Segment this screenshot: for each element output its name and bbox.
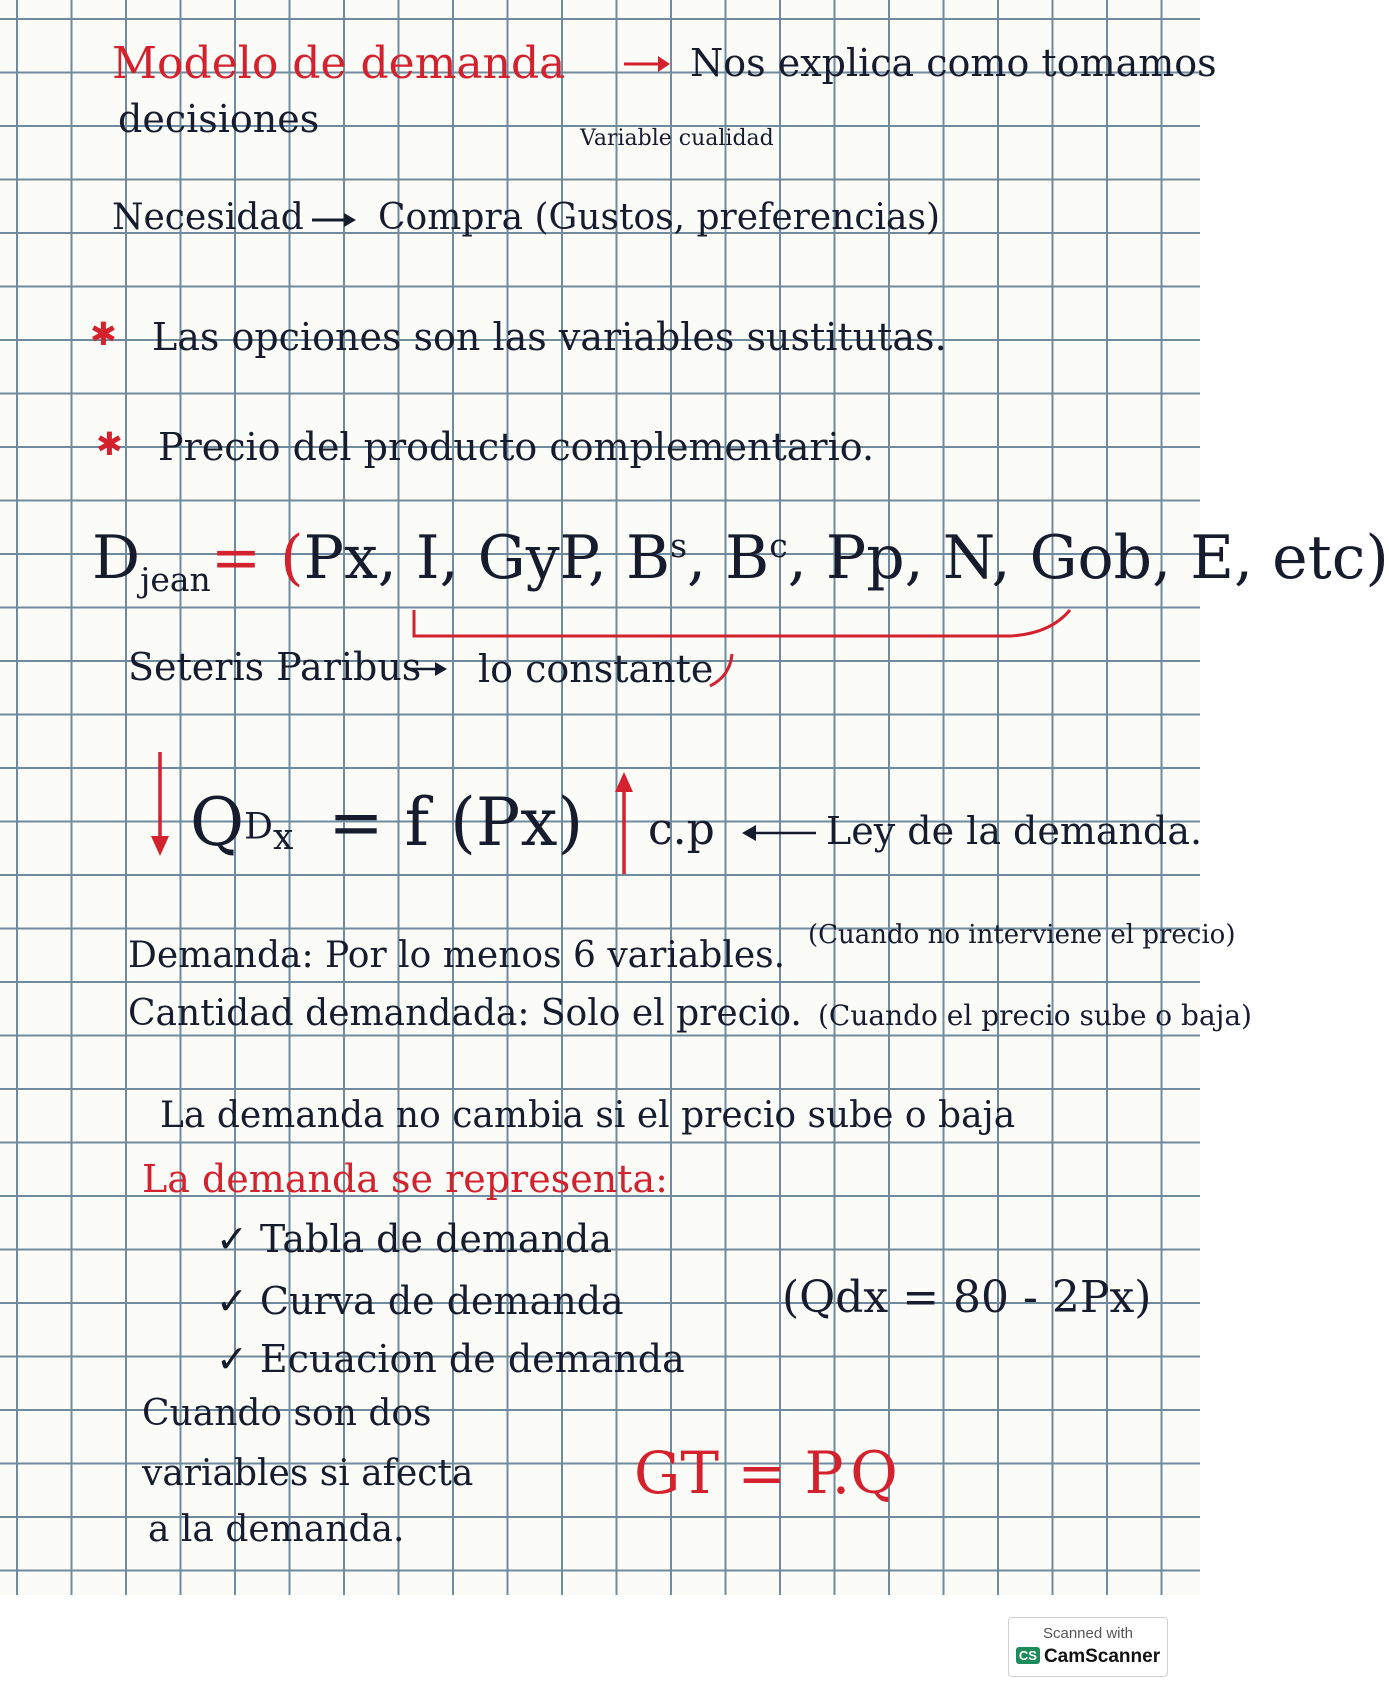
camscanner-watermark	[1008, 1617, 1168, 1677]
demand-law-function: = f (Px)	[328, 784, 584, 861]
curva-de-demanda: ✓ Curva de demanda	[216, 1279, 624, 1323]
ecuacion-de-demanda: ✓ Ecuacion de demanda	[216, 1337, 685, 1381]
quantity-symbol: Q	[190, 784, 245, 861]
demanda-note: (Cuando no interviene el precio)	[808, 920, 1236, 950]
cuando-line-2: variables si afecta	[142, 1453, 474, 1494]
watermark-line-1: Scanned with	[1042, 1625, 1134, 1642]
watermark-brand: CamScanner	[1043, 1646, 1161, 1667]
cuando-line-3: a la demanda.	[148, 1509, 405, 1550]
right-arrow-icon	[622, 52, 672, 76]
ceteris-paribus-abbr: c.p	[648, 804, 715, 855]
demand-superscript-c: c	[769, 526, 788, 565]
bullet-icon: ✱	[96, 425, 123, 463]
quantity-subscript: x	[272, 817, 294, 859]
demand-subscript: jean	[140, 560, 211, 599]
bullet-icon: ✱	[90, 315, 117, 353]
bullet-sustitutas: Las opciones son las variables sustitutas.	[152, 315, 947, 359]
cantidad-note: (Cuando el precio sube o baja)	[818, 999, 1252, 1032]
demand-equals: = (	[210, 523, 304, 593]
camscanner-logo-icon: CS	[1016, 1647, 1040, 1664]
demand-symbol: D	[92, 523, 141, 593]
watermark-line-2	[1009, 1646, 1167, 1668]
ley-demanda: Ley de la demanda.	[826, 809, 1203, 853]
demand-arguments: Px, I, GyP, B	[303, 523, 671, 593]
necesidad: Necesidad	[112, 197, 304, 238]
demanda-no-cambia: La demanda no cambia si el precio sube o baja	[160, 1095, 1016, 1136]
variable-note: Variable cualidad	[580, 126, 774, 151]
demanda-definition: Demanda: Por lo menos 6 variables.	[128, 935, 786, 976]
bullet-complementario: Precio del producto complementario.	[158, 425, 875, 469]
demanda-se-representa: La demanda se representa:	[142, 1157, 668, 1201]
ceteris-paribus: Seteris Paribus	[128, 645, 422, 689]
cantidad-definition: Cantidad demandada: Solo el precio.	[128, 993, 802, 1034]
left-arrow-icon	[738, 820, 818, 846]
title-definition-cont: decisiones	[118, 97, 320, 141]
demand-equation: (Qdx = 80 - 2Px)	[782, 1272, 1152, 1323]
gasto-total-equation: GT = P.Q	[634, 1439, 898, 1507]
demand-law-equation	[190, 784, 584, 861]
lo-constante: lo constante	[478, 647, 714, 691]
up-arrow-icon	[612, 768, 636, 878]
title: Modelo de demanda	[112, 38, 566, 89]
right-arrow-icon	[310, 208, 358, 232]
cuando-line-1: Cuando son dos	[142, 1393, 432, 1434]
demand-superscript-s: s	[670, 526, 687, 565]
demand-arguments-2: , B	[687, 523, 770, 593]
right-arrow-icon	[405, 658, 449, 680]
title-definition: Nos explica como tomamos	[690, 41, 1217, 85]
tabla-de-demanda: ✓ Tabla de demanda	[216, 1217, 613, 1261]
demand-arguments-3: , Pp, N, Gob, E, etc)	[787, 523, 1389, 593]
down-arrow-icon	[148, 750, 172, 860]
demand-function	[92, 523, 1389, 599]
quantity-superscript: D	[244, 806, 273, 848]
compra: Compra (Gustos, preferencias)	[378, 197, 941, 238]
